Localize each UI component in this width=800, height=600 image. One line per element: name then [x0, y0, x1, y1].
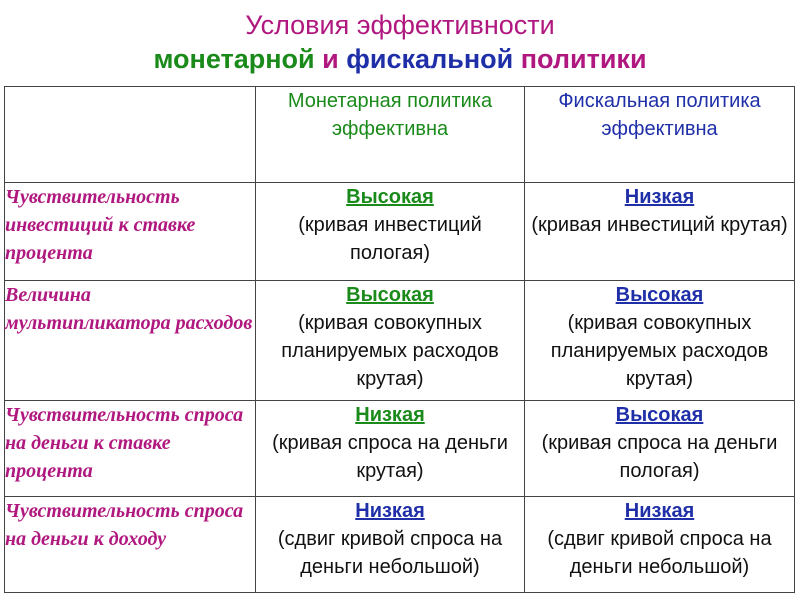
- comparison-table: [4, 86, 795, 593]
- monetary-cell: [256, 281, 525, 401]
- monetary-note: (сдвиг кривой спроса на деньги небольшой): [277, 528, 503, 578]
- fiscal-cell: [525, 497, 795, 593]
- monetary-note: (кривая инвестиций пологая): [298, 214, 482, 264]
- monetary-cell: [256, 497, 525, 593]
- table-row: [5, 497, 795, 593]
- fiscal-cell: [525, 401, 795, 497]
- fiscal-note: (кривая инвестиций крутая): [531, 214, 788, 236]
- row-label: Чувствительность инвестиций к ставке процента: [5, 183, 256, 281]
- title-fiscal: фискальной: [346, 44, 514, 74]
- fiscal-level: Низкая: [624, 186, 695, 208]
- monetary-note: (кривая спроса на деньги крутая): [272, 432, 508, 482]
- fiscal-level: Низкая: [624, 500, 695, 522]
- fiscal-cell: [525, 281, 795, 401]
- fiscal-cell: [525, 183, 795, 281]
- header-fiscal: Фискальная политика эффективна: [525, 87, 795, 183]
- header-monetary: Монетарная политика эффективна: [256, 87, 525, 183]
- table-row: [5, 183, 795, 281]
- row-label: Чувствительность спроса на деньги к ставке процента: [5, 401, 256, 497]
- title-line-2: [0, 42, 800, 76]
- title-policy: политики: [520, 44, 647, 74]
- row-label: Чувствительность спроса на деньги к доходу: [5, 497, 256, 593]
- fiscal-note: (кривая спроса на деньги пологая): [541, 432, 778, 482]
- fiscal-level: Высокая: [615, 404, 704, 426]
- fiscal-level: Высокая: [615, 284, 704, 306]
- table-row: [5, 281, 795, 401]
- title-monetary: монетарной: [153, 44, 315, 74]
- monetary-level: Низкая: [355, 404, 425, 426]
- monetary-cell: [256, 401, 525, 497]
- fiscal-note: (сдвиг кривой спроса на деньги небольшой): [547, 528, 772, 578]
- row-label: Величина мультипликатора расходов: [5, 281, 256, 401]
- monetary-level: Высокая: [346, 186, 434, 208]
- fiscal-note: (кривая совокупных планируемых расходов крутая): [550, 312, 769, 390]
- monetary-cell: [256, 183, 525, 281]
- monetary-level: Высокая: [346, 284, 434, 306]
- page-title: [0, 8, 800, 76]
- title-line-1: Условия эффективности: [245, 10, 555, 40]
- title-and: и: [322, 44, 339, 74]
- table-row: [5, 401, 795, 497]
- monetary-level: Низкая: [355, 500, 425, 522]
- table-header-row: [5, 87, 795, 183]
- monetary-note: (кривая совокупных планируемых расходов крутая): [281, 312, 499, 390]
- header-empty: [5, 87, 256, 183]
